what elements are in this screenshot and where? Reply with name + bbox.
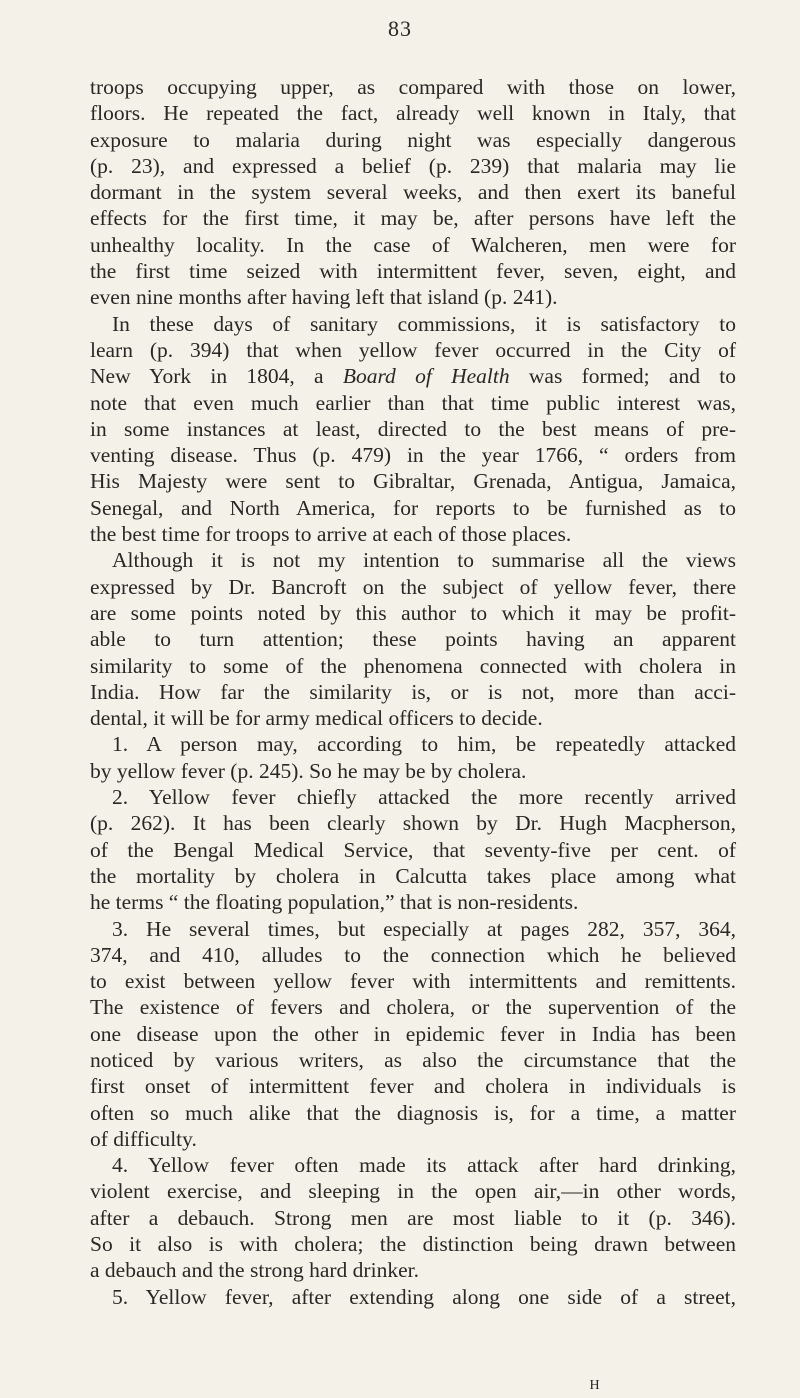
text-line: The existence of fevers and cholera, or the supervention of the (90, 995, 736, 1020)
text-line: first onset of intermittent fever and cholera in individuals is (90, 1074, 736, 1099)
text-line: venting disease. Thus (p. 479) in the year 1766, “ orders from (90, 443, 736, 468)
text-line: learn (p. 394) that when yellow fever occurred in the City of (90, 337, 736, 362)
text-line: (p. 23), and expressed a belief (p. 239) that malaria may lie (90, 153, 736, 178)
text-line: Although it is not my intention to summarise all the views (112, 548, 736, 573)
text-line: to exist between yellow fever with intermittents and remittents. (90, 969, 736, 994)
text-line: India. How far the similarity is, or is not, more than acci- (90, 679, 736, 704)
text-line: expressed by Dr. Bancroft on the subject of yellow fever, there (90, 574, 736, 599)
text-line: noticed by various writers, as also the circumstance that the (90, 1047, 736, 1072)
text-line: of the Bengal Medical Service, that seventy-five per cent. of (90, 837, 736, 862)
text-line: 374, and 410, alludes to the connection which he believed (90, 942, 736, 967)
italic-phrase: Board of Health (342, 364, 510, 389)
text-line: are some points noted by this author to which it may be profit- (90, 600, 736, 625)
text-line: note that even much earlier than that time public interest was, (90, 390, 736, 415)
text-line: by yellow fever (p. 245). So he may be by cholera. (90, 758, 527, 783)
text-line: In these days of sanitary commissions, it is satisfactory to (112, 311, 736, 336)
text-line: after a debauch. Strong men are most liable to it (p. 346). (90, 1205, 736, 1230)
text-line: effects for the first time, it may be, after persons have left the (90, 206, 736, 231)
text-line: 5. Yellow fever, after extending along one side of a street, (112, 1284, 736, 1309)
text-line: His Majesty were sent to Gibraltar, Grenada, Antigua, Jamaica, (90, 469, 736, 494)
text-line: New York in 1804, a Board of Health was formed; and to (90, 364, 736, 389)
text-line: the first time seized with intermittent fever, seven, eight, and (90, 259, 736, 284)
text-line: exposure to malaria during night was especially dangerous (90, 127, 736, 152)
text-line: 4. Yellow fever often made its attack after hard drinking, (112, 1153, 736, 1178)
text-line: floors. He repeated the fact, already well known in Italy, that (90, 101, 736, 126)
text-line: troops occupying upper, as compared with those on lower, (90, 75, 736, 99)
text-line: 2. Yellow fever chiefly attacked the more recently arrived (112, 785, 736, 810)
text-line: So it also is with cholera; the distinction being drawn between (90, 1232, 736, 1257)
body-text (90, 74, 736, 1310)
text-line: often so much alike that the diagnosis is, for a time, a matter (90, 1100, 736, 1125)
text-line: able to turn attention; these points having an apparent (90, 627, 736, 652)
text-line: of difficulty. (90, 1126, 197, 1151)
text-line: 1. A person may, according to him, be repeatedly attacked (112, 732, 736, 757)
text-line: one disease upon the other in epidemic fever in India has been (90, 1021, 736, 1046)
text-line: dental, it will be for army medical officers to decide. (90, 706, 543, 731)
text-line: he terms “ the floating population,” that is non-residents. (90, 890, 579, 915)
text-line: unhealthy locality. In the case of Walcheren, men were for (90, 232, 736, 257)
text-line: 3. He several times, but especially at pages 282, 357, 364, (112, 916, 736, 941)
signature-mark: H (589, 1378, 601, 1393)
text-line: Senegal, and North America, for reports to be furnished as to (90, 495, 736, 520)
text-line: even nine months after having left that island (p. 241). (90, 285, 558, 310)
text-line: dormant in the system several weeks, and then exert its baneful (90, 180, 736, 205)
text-line: similarity to some of the phenomena connected with cholera in (90, 653, 736, 678)
text-line: a debauch and the strong hard drinker. (90, 1258, 419, 1283)
page-number: 83 (388, 16, 412, 41)
text-line: the mortality by cholera in Calcutta takes place among what (90, 863, 736, 888)
text-line: violent exercise, and sleeping in the open air,—in other words, (90, 1179, 736, 1204)
text-line: the best time for troops to arrive at each of those places. (90, 522, 572, 547)
text-line: in some instances at least, directed to the best means of pre- (90, 416, 736, 441)
text-line: (p. 262). It has been clearly shown by Dr. Hugh Macpherson, (90, 811, 736, 836)
